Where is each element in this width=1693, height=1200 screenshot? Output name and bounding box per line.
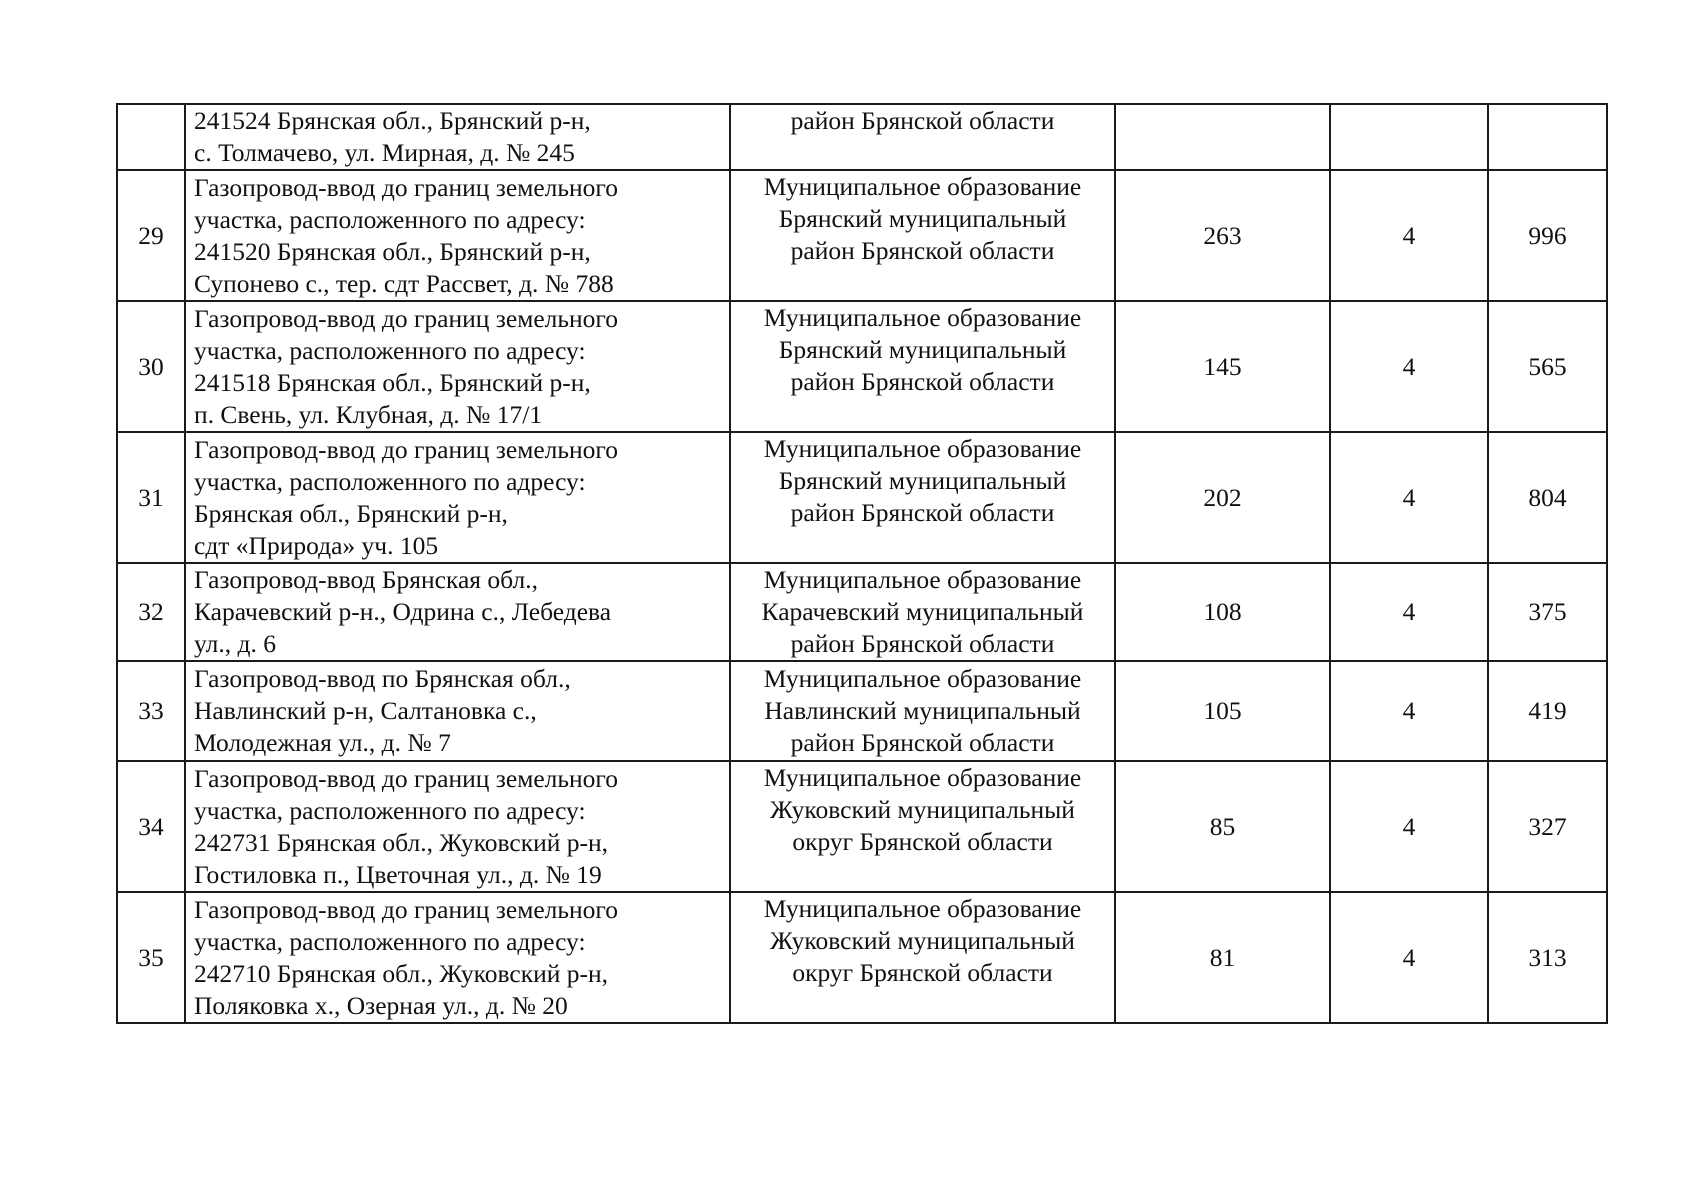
object-name-line: Навлинский р-н, Салтановка с., (194, 696, 537, 725)
owner (730, 170, 1115, 301)
row-number: 32 (117, 563, 185, 661)
owner-line: район Брянской области (790, 629, 1055, 658)
object-name-line: Поляковка х., Озерная ул., д. № 20 (194, 990, 568, 1020)
owner (730, 432, 1115, 563)
value-cell: 327 (1488, 761, 1607, 892)
diameter-cell: 4 (1330, 301, 1488, 432)
value-cell: 375 (1488, 563, 1607, 661)
table-row (117, 661, 1607, 761)
owner-line: Брянский муниципальный (778, 204, 1067, 233)
value-cell: 996 (1488, 170, 1607, 301)
owner-line: район Брянской области (790, 106, 1055, 135)
table-body (117, 104, 1607, 1023)
object-name (185, 761, 730, 892)
table-row (117, 892, 1607, 1023)
value-cell: 419 (1488, 661, 1607, 761)
object-name-line: 242731 Брянская обл., Жуковский р-н, (194, 827, 609, 857)
row-number: 35 (117, 892, 185, 1023)
diameter-cell (1330, 104, 1488, 170)
owner (730, 892, 1115, 1023)
object-name-line: Газопровод-ввод до границ земельного (194, 763, 618, 793)
object-name-line: Газопровод-ввод по Брянская обл., (194, 664, 571, 693)
length-cell: 108 (1115, 563, 1330, 661)
owner-line: Муниципальное образование (763, 303, 1082, 332)
object-name-line: Газопровод-ввод до границ земельного (194, 894, 618, 924)
diameter-cell: 4 (1330, 170, 1488, 301)
object-name-line: участка, расположенного по адресу: (194, 926, 586, 956)
owner-line: Брянский муниципальный (778, 466, 1067, 495)
table-row (117, 170, 1607, 301)
object-name-line: 241524 Брянская обл., Брянский р-н, (194, 106, 591, 135)
object-name (185, 661, 730, 761)
owner-line: район Брянской области (790, 236, 1055, 265)
owner (730, 761, 1115, 892)
object-name (185, 301, 730, 432)
diameter-cell: 4 (1330, 661, 1488, 761)
object-name (185, 432, 730, 563)
gas-pipeline-table (116, 103, 1608, 1024)
object-name (185, 104, 730, 170)
owner-line: Жуковский муниципальный (770, 926, 1075, 955)
owner-line: Навлинский муниципальный (764, 696, 1081, 725)
row-number: 30 (117, 301, 185, 432)
row-number: 29 (117, 170, 185, 301)
owner (730, 563, 1115, 661)
table-row (117, 104, 1607, 170)
length-cell: 85 (1115, 761, 1330, 892)
value-cell: 565 (1488, 301, 1607, 432)
object-name (185, 892, 730, 1023)
value-cell: 804 (1488, 432, 1607, 563)
object-name-line: Газопровод-ввод Брянская обл., (194, 565, 538, 594)
owner-line: Муниципальное образование (763, 434, 1082, 463)
owner-line: Муниципальное образование (763, 172, 1082, 201)
owner-line: Карачевский муниципальный (761, 597, 1084, 626)
object-name-line: 241520 Брянская обл., Брянский р-н, (194, 236, 591, 266)
object-name-line: участка, расположенного по адресу: (194, 335, 586, 365)
object-name-line: 242710 Брянская обл., Жуковский р-н, (194, 958, 609, 988)
object-name-line: Газопровод-ввод до границ земельного (194, 172, 618, 202)
owner-line: район Брянской области (790, 728, 1055, 757)
object-name-line: Газопровод-ввод до границ земельного (194, 303, 618, 333)
owner-line: Муниципальное образование (763, 664, 1082, 693)
owner-line: Брянский муниципальный (778, 335, 1067, 364)
object-name-line: Брянская обл., Брянский р-н, (194, 498, 508, 528)
owner (730, 661, 1115, 761)
object-name-line: сдт «Природа» уч. 105 (194, 530, 439, 560)
object-name-line: участка, расположенного по адресу: (194, 795, 586, 825)
owner-line: район Брянской области (790, 367, 1055, 396)
owner-line: район Брянской области (790, 498, 1055, 527)
owner-line: округ Брянской области (792, 958, 1053, 987)
owner-line: Муниципальное образование (763, 565, 1082, 594)
object-name-line: участка, расположенного по адресу: (194, 204, 586, 234)
owner-line: Жуковский муниципальный (770, 795, 1075, 824)
row-number: 33 (117, 661, 185, 761)
row-number (117, 104, 185, 170)
object-name (185, 563, 730, 661)
object-name-line: Газопровод-ввод до границ земельного (194, 434, 618, 464)
length-cell: 202 (1115, 432, 1330, 563)
owner-line: округ Брянской области (792, 827, 1053, 856)
object-name-line: с. Толмачево, ул. Мирная, д. № 245 (194, 138, 575, 167)
object-name-line: Карачевский р-н., Одрина с., Лебедева (194, 597, 612, 626)
value-cell (1488, 104, 1607, 170)
length-cell: 145 (1115, 301, 1330, 432)
owner-line: Муниципальное образование (763, 894, 1082, 923)
object-name-line: участка, расположенного по адресу: (194, 466, 586, 496)
diameter-cell: 4 (1330, 432, 1488, 563)
diameter-cell: 4 (1330, 892, 1488, 1023)
table-row (117, 432, 1607, 563)
value-cell: 313 (1488, 892, 1607, 1023)
object-name-line: Супонево с., тер. сдт Рассвет, д. № 788 (194, 268, 614, 298)
object-name-line: Гостиловка п., Цветочная ул., д. № 19 (194, 859, 602, 889)
owner (730, 104, 1115, 170)
table-row (117, 761, 1607, 892)
object-name (185, 170, 730, 301)
diameter-cell: 4 (1330, 563, 1488, 661)
object-name-line: 241518 Брянская обл., Брянский р-н, (194, 367, 591, 397)
table-row (117, 563, 1607, 661)
object-name-line: Молодежная ул., д. № 7 (194, 728, 451, 757)
row-number: 31 (117, 432, 185, 563)
length-cell (1115, 104, 1330, 170)
length-cell: 81 (1115, 892, 1330, 1023)
owner-line: Муниципальное образование (763, 763, 1082, 792)
owner (730, 301, 1115, 432)
diameter-cell: 4 (1330, 761, 1488, 892)
length-cell: 105 (1115, 661, 1330, 761)
object-name-line: п. Свень, ул. Клубная, д. № 17/1 (194, 399, 543, 429)
table-row (117, 301, 1607, 432)
length-cell: 263 (1115, 170, 1330, 301)
row-number: 34 (117, 761, 185, 892)
object-name-line: ул., д. 6 (194, 629, 276, 658)
